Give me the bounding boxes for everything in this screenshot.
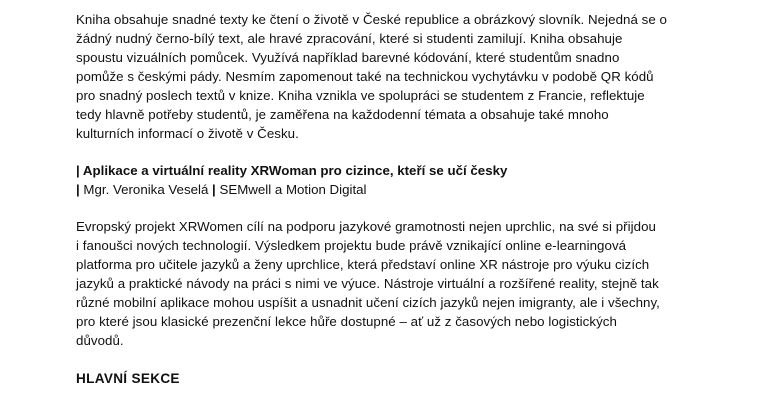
- talk-speaker-line: [76, 180, 696, 199]
- intro-line: pro snadný poslech textů v knize. Kniha vznikla ve spolupráci se studentem z Francie, reflektuje: [76, 88, 645, 103]
- project-line: různé mobilní aplikace mohou uspíšit a usnadnit učení cizích jazyků nejen imigranty, ale i všechny,: [76, 295, 660, 310]
- document-page: [76, 10, 696, 388]
- intro-line: kulturních informací o životě v Česku.: [76, 126, 299, 141]
- intro-line: tedy hlavně potřeby studentů, je zaměřena na každodenní témata a obsahuje také mnoho: [76, 107, 609, 122]
- intro-line: pomůže s českými pády. Nesmím zapomenout také na technickou vychytávku v podobě QR kódů: [76, 69, 654, 84]
- talk-title: | Aplikace a virtuální reality XRWoman pro cizince, kteří se učí česky: [76, 163, 508, 178]
- project-line: i fanoušci nových technologií. Výsledkem projektu bude právě vznikající online e-learningová: [76, 238, 627, 253]
- project-line: Evropský projekt XRWomen cílí na podporu jazykové gramotnosti nejen uprchlic, na své si přijdou: [76, 219, 657, 234]
- intro-paragraph: [76, 10, 696, 143]
- intro-line: spoustu vizuálních pomůcek. Využívá například barevné kódování, které studentům snadno: [76, 50, 620, 65]
- intro-line: žádný nudný černo-bílý text, ale hravé zpracování, které si studenti zamilují. Kniha obsahuje: [76, 31, 623, 46]
- project-line: důvodů.: [76, 333, 124, 348]
- project-line: jazyků a praktické návody na práci s nimi ve výuce. Nástroje virtuální a rozšířené reality, stejně tak: [76, 276, 659, 291]
- section-heading: HLAVNÍ SEKCE: [76, 371, 180, 386]
- speaker-name: Mgr. Veronika Veselá: [83, 182, 209, 197]
- speaker-organization: SEMwell a Motion Digital: [219, 182, 367, 197]
- talk-header: [76, 161, 696, 199]
- organization-separator: |: [208, 182, 220, 197]
- speaker-separator: |: [76, 182, 84, 197]
- intro-line: Kniha obsahuje snadné texty ke čtení o životě v České republice a obrázkový slovník. Nejedná se o: [76, 12, 667, 27]
- project-line: pro které jsou klasické prezenční lekce hůře dostupné – ať už z časových nebo logistických: [76, 314, 617, 329]
- project-paragraph: [76, 217, 696, 350]
- project-line: platforma pro učitele jazyků a ženy uprchlice, která představí online XR nástroje pro výuku cizích: [76, 257, 650, 272]
